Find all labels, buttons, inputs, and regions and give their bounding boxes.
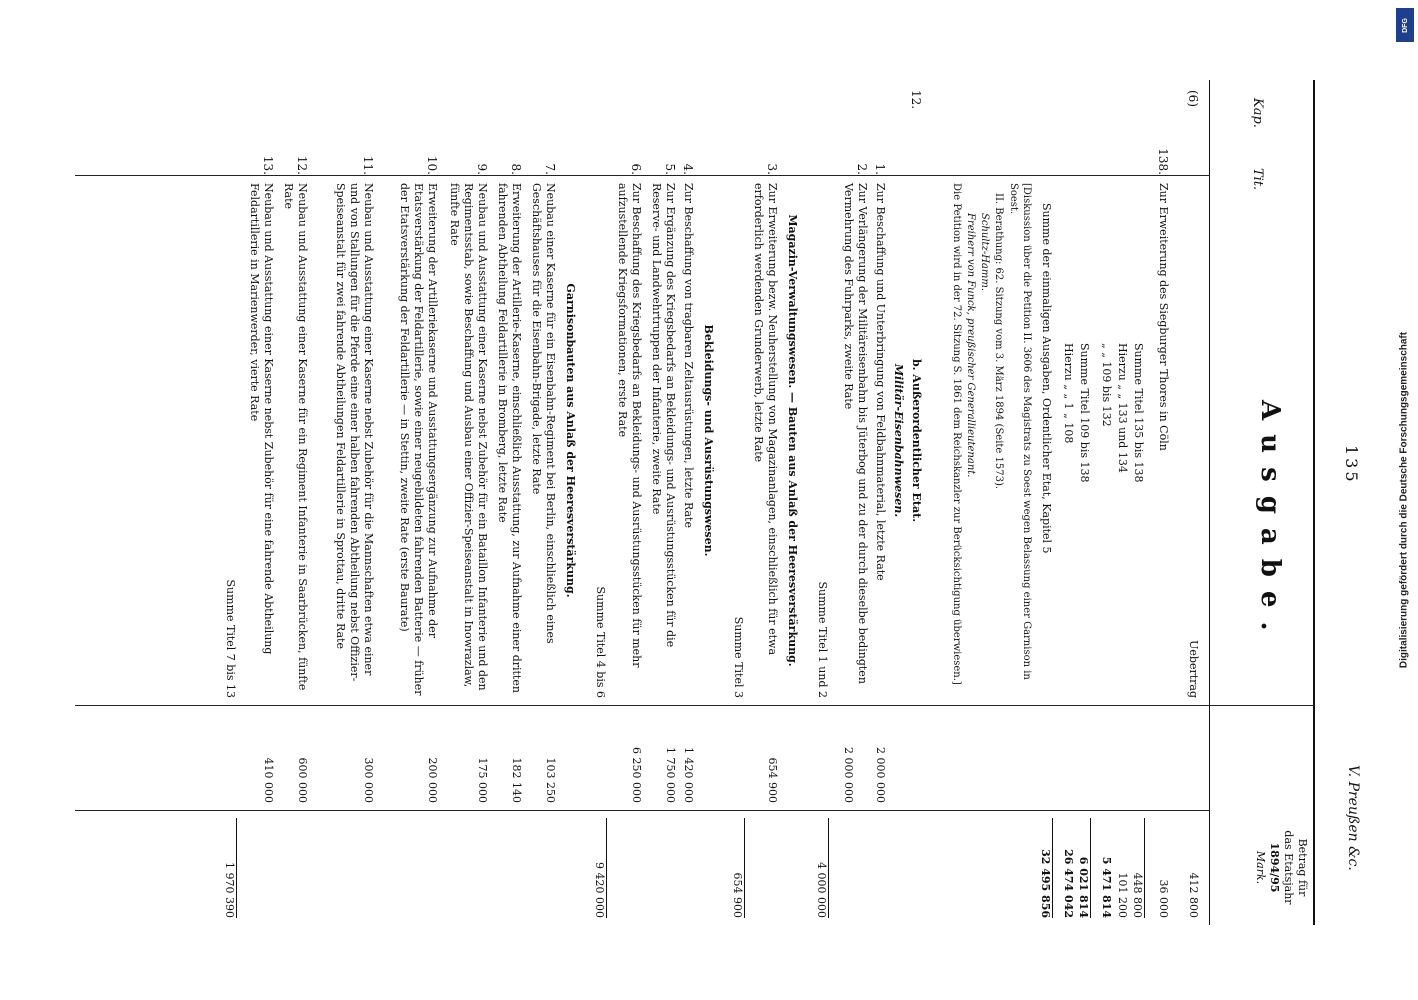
column-rule (75, 810, 1210, 811)
column-rule (75, 175, 1210, 176)
header-kap: Kap. (1250, 98, 1265, 128)
running-header: V. Preußen &c. (1345, 765, 1361, 871)
page-number: 135 (1342, 445, 1361, 485)
header-tit: Tit. (1250, 168, 1265, 191)
table-head-rule (1209, 80, 1210, 925)
rotated-document-page (55, 25, 1395, 945)
credit-text: Digitalisierung gefördert durch die Deutsche Forschungsgemeinschaft (1398, 331, 1410, 669)
budget-table: Kap. Tit. Ausgabe. Betrag für das Etatsjahr 1894/95 Mark. (6) Uebertrag 412 800 138. Zur Erweiterung des Siegburger Thores in Cöln 36 000 Summe Titel 135 bis 138 448 800 Hierzu „ „ 133 und 134 101 200 „ „ 109 bis 132 5 471 814 Summe Titel 109 bis 138 6 021 814 Hierzu „ „ 1 „ 108 26 474 042 Summe der einmaligen Ausgaben, Ordentlicher Etat, Kapitel 5 32 495 856 [Diskussion über die Petition II. 3606 des Magistrats zu Soest wegen Belassung einer Garnison in Soest. II. Berathung: 62. Sitzung vom 3. März 1894 (Seite 1573). Schultz-Hamm. Freiherr von Funck, preußischer Generallieutenant. Die Petition wird in der 72. Sitzung S. 1861 dem Reichskanzler zur Berücksichtigung überwiesen.] 12. b. Außerordentlicher Etat. Militär-Eisenbahnwesen. 1. Zur Beschaffung und Unterbringung von Feldbahnmaterial, letzte Rate 2 000 000 2. Zur Verlängerung der Militäreisenbahn bis Jüterbog und zu der durch dieselbe bedingten Vermehrung des Fuhrparks, zweite Rate 2 000 000 Summe Titel 1 und 2 4 000 000 Magazin-Verwaltungswesen. — Bauten aus Anlaß der Heeresverstärkung. 3. Zur Erweiterung bezw. Neuherstellung von Magazinanlagen, einschließlich für etwa erforderlich werdenden Grunderwerb, letzte Rate 654 900 Summe Titel 3 654 900 Bekleidungs- und Ausrüstungswesen. 4. Zur Beschaffung von tragbaren Zeltausrüstungen, letzte Rate 1 420 000 5. Zur Ergänzung des Kriegsbedarfs an Bekleidungs- und Ausrüstungsstücken für die Reserve- und Landwehrtruppen der Infanterie, zweite Rate 1 750 000 6. Zur Beschaffung des Kriegsbedarfs an Bekleidungs- und Ausrüstungsstücken für mehr aufzustellende Kriegsformationen, erste Rate 6 250 000 Summe Titel 4 bis 6 9 420 000 Garnisonbauten aus Anlaß der Heeresverstärkung. 7. Neubau einer Kaserne für ein Eisenbahn-Regiment bei Berlin, einschließlich eines Geschäftshauses für die Eisenbahn-Brigade, letzte Rate 103 250 8. Erweiterung der Artillerie-Kaserne, einschließlich Ausstattung, zur Aufnahme einer dritten fahrenden Abtheilung Feldartillerie in Bromberg, letzte Rate 182 140 9. Neubau und Ausstattung einer Kaserne nebst Zubehör für ein Bataillon Infanterie und den Regimentsstab, sowie Beschaffung und Ausbau einer Offizier-Speiseanstalt in Inowrazlaw, fünfte Rate 175 000 10. Erweiterung der Artilleriekaserne und Ausstattungsergänzung zur Aufnahme der Etatsverstärkung der Feldartillerie, sowie einer neugebildeten fahrenden Batterie — früher der Etatsverstärkung der Feldartillerie — in Stettin, zweite Rate (erste Baurate) 200 000 11. Neubau und Ausstattung einer Kaserne nebst Zubehör für die Mannschaften etwa einer und von Stallungen für die Pferde eine einer halben fahrenden Abtheilung nebst Offizier-Speiseanstalt für zwei fahrende Abtheilungen Feldartillerie in Sprottau, dritte Rate 300 000 12. Neubau und Ausstattung einer Kaserne für ein Regiment Infanterie in Saarbrücken, fünfte Rate 600 000 13. Neubau und Ausstattung einer Kaserne nebst Zubehör für eine fahrende Abtheilung Feldartillerie in Marienwerder, vierte Rate 410 000 Summe Titel 7 bis 13 1 970 390 (75, 80, 1315, 925)
dfg-logo: DFG (1396, 8, 1414, 42)
column-rule (75, 705, 1315, 706)
header-title: Ausgabe. (1255, 400, 1285, 645)
table-top-rule (1313, 80, 1315, 925)
header-amount: Betrag für das Etatsjahr 1894/95 Mark. (1254, 830, 1309, 905)
